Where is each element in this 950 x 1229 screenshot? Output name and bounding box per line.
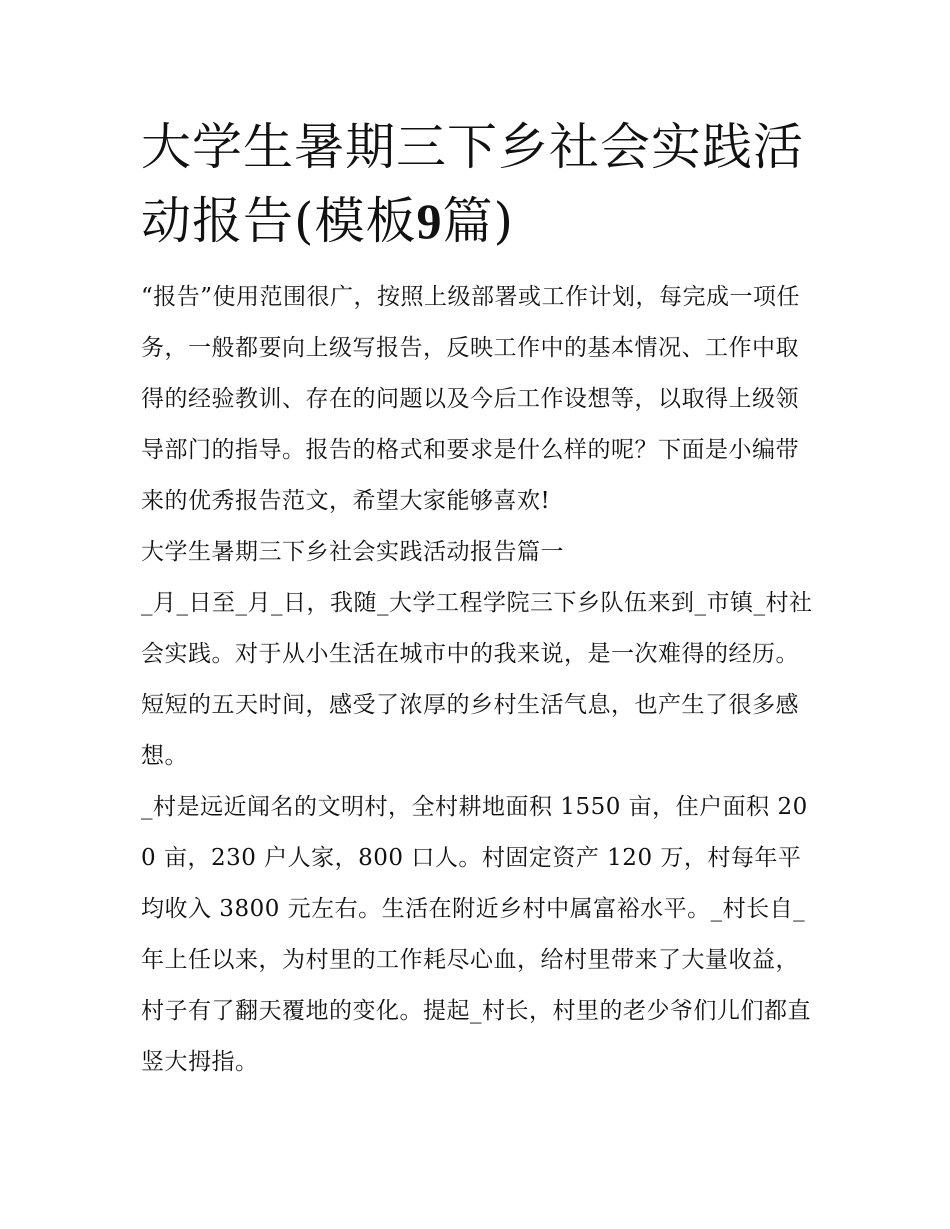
body-paragraph: _村是远近闻名的文明村，全村耕地面积 1550 亩，住户面积 200 亩，230 户人家，800 口人。村固定资产 120 万，村每年平均收入 3800 元左右。生活在附近乡村中属富裕水平。_村长自_年上任以来，为村里的工作耗尽心血，给村里带来了大量收益，村子有了翻天覆地的变化。提起_村长，村里的老少爷们儿们都直竖大拇指。	[141, 794, 811, 1075]
title-line-1: 大学生暑期三下乡社会实践活	[141, 118, 804, 176]
section-heading: 大学生暑期三下乡社会实践活动报告篇一	[141, 539, 564, 565]
document-body	[141, 272, 821, 1088]
body-paragraph: _月_日至_月_日，我随_大学工程学院三下乡队伍来到_市镇_村社会实践。对于从小生活在城市中的我来说，是一次难得的经历。短短的五天时间，感受了浓厚的乡村生活气息，也产生了很多感想。	[141, 590, 813, 769]
title-line-2-suffix: 篇)	[442, 192, 515, 250]
intro-paragraph: “报告”使用范围很广，按照上级部署或工作计划，每完成一项任务，一般都要向上级写报告，反映工作中的基本情况、工作中取得的经验教训、存在的问题以及今后工作设想等，以取得上级领导部门的指导。报告的格式和要求是什么样的呢？下面是小编带来的优秀报告范文，希望大家能够喜欢!	[141, 284, 801, 514]
document-content	[141, 110, 821, 1088]
title-number: 9	[416, 193, 443, 249]
document-title	[141, 110, 821, 258]
title-line-2-text: 动报告(模板	[141, 192, 417, 250]
